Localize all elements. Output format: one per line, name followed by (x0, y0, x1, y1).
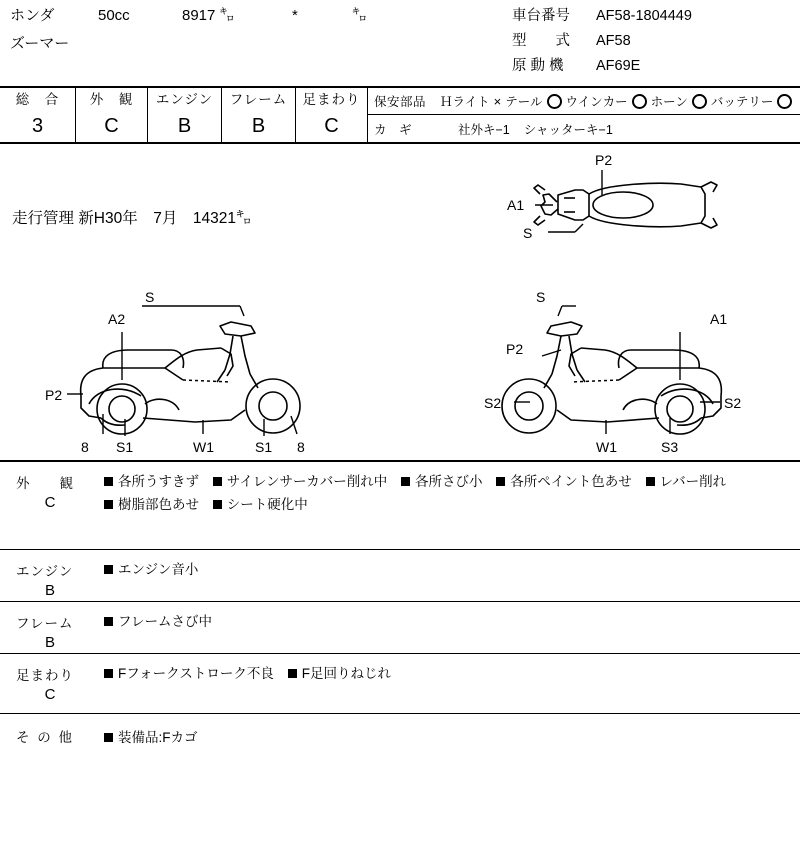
model-name: ズーマー (10, 35, 70, 52)
condition-item-text: 樹脂部色あせ (118, 497, 199, 512)
grade-value: B (251, 115, 266, 137)
bullet-square-icon (496, 477, 505, 486)
cross-icon: × (493, 93, 502, 109)
bullet-square-icon (104, 477, 113, 486)
grade-band (0, 88, 800, 144)
equipment-item-name: Ｈライト (440, 95, 490, 109)
frame-number-row (512, 4, 798, 29)
condition-label: エンジン (16, 564, 74, 579)
condition-item-text: 各所ペイント色あせ (510, 474, 632, 489)
mileage-management-note: 走行管理 新H30年 7月 14321㌔ (12, 210, 252, 227)
keys-row (368, 115, 800, 142)
condition-label-block (16, 560, 102, 599)
condition-row-suspension (0, 654, 800, 714)
equipment-item-name: テール (505, 95, 543, 109)
condition-items (104, 558, 792, 581)
condition-label: 足まわり (16, 668, 74, 683)
condition-item (104, 610, 212, 633)
bullet-square-icon (646, 477, 655, 486)
svg-text:P2: P2 (45, 387, 63, 403)
grade-value: C (104, 115, 119, 137)
condition-item-text: レバー削れ (659, 474, 727, 489)
header-section (0, 0, 800, 88)
condition-item-text: 各所うすきず (118, 474, 199, 489)
svg-text:S: S (523, 225, 533, 241)
condition-row-exterior (0, 462, 800, 550)
svg-text:P2: P2 (595, 154, 613, 168)
circle-ok-icon (692, 94, 707, 109)
mileage-star-mark: * (292, 7, 298, 24)
circle-ok-icon (632, 94, 647, 109)
mileage-unit: ㌔ (352, 7, 368, 24)
svg-text:W1: W1 (596, 439, 617, 454)
svg-text:A1: A1 (710, 311, 728, 327)
equipment-item-tail (505, 92, 561, 110)
svg-text:S1: S1 (255, 439, 273, 454)
other-label: そ の 他 (16, 730, 75, 745)
bullet-square-icon (104, 733, 113, 742)
bullet-square-icon (288, 669, 297, 678)
engine-label: 原 動 機 (512, 58, 564, 74)
svg-text:8: 8 (81, 439, 89, 454)
condition-grade: C (44, 686, 56, 703)
equipment-item-name: バッテリー (710, 95, 774, 109)
condition-item-text: 各所さび小 (414, 474, 483, 489)
condition-item (288, 662, 391, 685)
svg-text:S: S (145, 289, 155, 305)
odometer-reading: 8917 ㌔ (182, 7, 235, 24)
scooter-left-side-view-diagram (45, 284, 345, 454)
condition-label-block (16, 612, 102, 651)
grade-cell-engine (148, 88, 222, 142)
type-label: 型 式 (512, 33, 570, 49)
grade-label: 足まわり (302, 92, 361, 107)
bullet-square-icon (401, 477, 410, 486)
type-row (512, 29, 798, 54)
condition-item-text: シート硬化中 (226, 497, 308, 512)
engine-value: AF69E (596, 58, 641, 74)
type-value: AF58 (596, 33, 631, 49)
bullet-square-icon (104, 565, 113, 574)
bullet-square-icon (104, 500, 113, 509)
svg-text:S2: S2 (724, 395, 742, 411)
condition-item-text: F足回りねじれ (301, 666, 391, 681)
keys-value-secondary: シャッターキ−1 (523, 122, 613, 137)
svg-text:8: 8 (297, 439, 305, 454)
keys-label: カ ギ (374, 122, 412, 137)
grade-cell-frame (222, 88, 296, 142)
equipment-item-horn (651, 92, 707, 110)
svg-text:W1: W1 (193, 439, 214, 454)
equipment-item-headlight (440, 92, 501, 110)
grade-cell-total (0, 88, 76, 142)
condition-item-text: Fフォークストローク不良 (118, 666, 274, 681)
header-right (512, 4, 798, 79)
grade-value: C (324, 115, 339, 137)
svg-text:P2: P2 (506, 341, 524, 357)
condition-label-block (16, 472, 102, 511)
bullet-square-icon (213, 500, 222, 509)
condition-row-frame (0, 602, 800, 654)
grade-label: フレーム (229, 92, 288, 107)
header-left (10, 4, 490, 56)
engine-row (512, 54, 798, 79)
svg-text:S1: S1 (116, 439, 134, 454)
frame-number-value: AF58-1804449 (596, 8, 692, 24)
bullet-square-icon (213, 477, 222, 486)
grade-cell-suspension (296, 88, 368, 142)
maker-name: ホンダ (10, 7, 55, 24)
scooter-right-side-view-diagram (458, 284, 758, 454)
grade-value: 3 (31, 115, 44, 137)
equipment-label: 保安部品 (374, 95, 427, 109)
svg-text:A1: A1 (507, 197, 525, 213)
condition-item-text: エンジン音小 (118, 562, 199, 577)
scooter-top-view-diagram (505, 154, 755, 264)
condition-label: フレーム (16, 616, 74, 631)
condition-item (104, 493, 199, 516)
condition-item (213, 493, 308, 516)
condition-item-text: サイレンサーカバー削れ中 (226, 474, 388, 489)
condition-item (104, 662, 274, 685)
equipment-item-name: ホーン (650, 95, 688, 109)
condition-grade: C (44, 494, 56, 511)
bullet-square-icon (104, 617, 113, 626)
condition-label-block (16, 664, 102, 703)
svg-text:S3: S3 (661, 439, 679, 454)
damage-diagram-section (0, 144, 800, 462)
grade-label: 外 観 (89, 92, 134, 107)
equipment-item-battery (711, 92, 793, 110)
equipment-item-name: ウインカー (565, 95, 628, 109)
grade-value: B (177, 115, 192, 137)
condition-row-engine (0, 550, 800, 602)
keys-value-primary: 社外キ−1 (458, 122, 510, 137)
condition-items (104, 662, 792, 685)
condition-item (104, 558, 198, 581)
equipment-item-winker (566, 92, 647, 110)
frame-number-label: 車台番号 (512, 8, 570, 24)
other-items (104, 726, 208, 746)
condition-item-text: フレームさび中 (118, 614, 212, 629)
condition-item (401, 470, 483, 493)
svg-text:S: S (536, 289, 546, 305)
other-item (104, 726, 198, 746)
equipment-row (368, 88, 800, 115)
circle-ok-icon (547, 94, 562, 109)
condition-item (213, 470, 387, 493)
svg-text:A2: A2 (108, 311, 126, 327)
condition-items (104, 610, 792, 633)
condition-item (496, 470, 632, 493)
displacement: 50cc (98, 7, 130, 24)
grade-label: エンジン (155, 92, 214, 107)
equipment-cell (368, 88, 800, 142)
grade-cell-exterior (76, 88, 148, 142)
grade-label: 総 合 (15, 92, 60, 107)
header-row-primary (10, 4, 490, 28)
condition-row-other (0, 714, 800, 774)
condition-item (104, 470, 199, 493)
condition-grade: B (44, 634, 55, 651)
other-item-text: 装備品:Fカゴ (118, 730, 198, 745)
condition-item (646, 470, 727, 493)
circle-ok-icon (777, 94, 792, 109)
svg-text:S2: S2 (484, 395, 502, 411)
condition-label: 外 観 (16, 476, 74, 491)
bullet-square-icon (104, 669, 113, 678)
condition-grade: B (44, 582, 55, 599)
condition-items (104, 470, 792, 516)
